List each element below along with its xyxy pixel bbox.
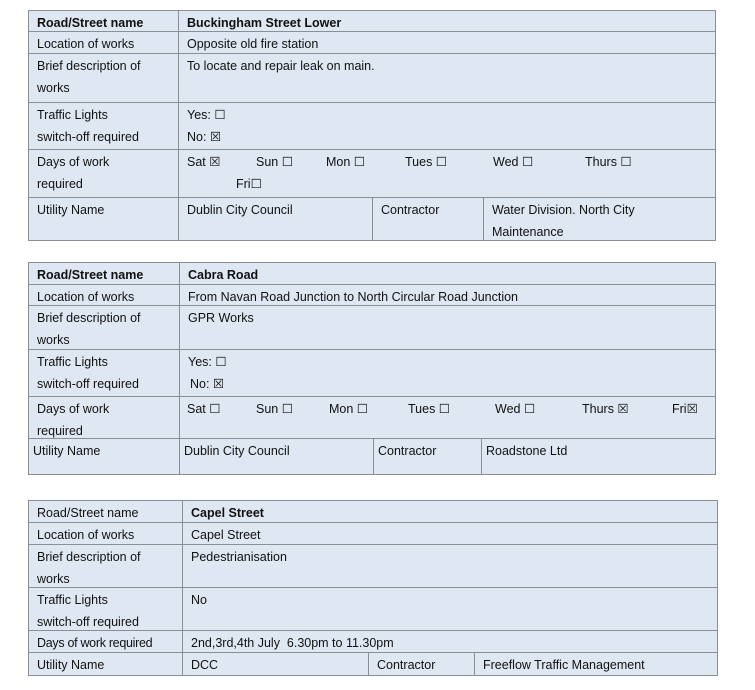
day-tues-checkbox[interactable]: Tues ☐	[408, 402, 451, 416]
value-contractor: Water Division. North City Maintenance	[492, 203, 635, 239]
label-road: Road/Street name	[29, 11, 179, 32]
label-description: Brief description of works	[29, 545, 183, 588]
value-location: From Navan Road Junction to North Circular Road Junction	[180, 285, 715, 306]
label-contractor: Contractor	[374, 439, 482, 474]
label-days: Days of work required	[29, 150, 179, 198]
traffic-no-checkbox[interactable]: No: ☒	[187, 129, 222, 144]
day-thurs-checkbox[interactable]: Thurs ☒	[582, 402, 629, 416]
label-utility: Utility Name	[29, 439, 180, 474]
value-description: To locate and repair leak on main.	[179, 54, 715, 103]
value-traffic-lights: No	[183, 588, 717, 631]
value-traffic-lights	[179, 103, 715, 150]
day-fri-checkbox[interactable]: Fri☒	[672, 402, 698, 416]
day-sat-checkbox[interactable]: Sat ☐	[187, 402, 221, 416]
day-mon-checkbox[interactable]: Mon ☐	[329, 402, 368, 416]
day-wed-checkbox[interactable]: Wed ☐	[493, 155, 534, 169]
works-table-3	[28, 500, 718, 676]
works-table-1	[28, 10, 716, 241]
label-contractor: Contractor	[369, 653, 475, 675]
value-days	[179, 150, 715, 198]
day-sat-checkbox[interactable]: Sat ☒	[187, 155, 221, 169]
value-contractor: Freeflow Traffic Management	[483, 658, 645, 672]
label-description: Brief description of works	[29, 54, 179, 103]
value-location: Opposite old fire station	[179, 32, 715, 54]
value-description: GPR Works	[180, 306, 715, 350]
value-road: Buckingham Street Lower	[179, 11, 715, 32]
day-tues-checkbox[interactable]: Tues ☐	[405, 155, 448, 169]
value-utility: DCC	[183, 653, 369, 675]
traffic-no-checkbox[interactable]: No: ☒	[190, 376, 225, 391]
day-sun-checkbox[interactable]: Sun ☐	[256, 155, 293, 169]
value-utility: Dublin City Council	[179, 198, 373, 240]
label-location: Location of works	[29, 32, 179, 54]
works-table-2	[28, 262, 716, 475]
value-days: 2nd,3rd,4th July 6.30pm to 11.30pm	[183, 631, 717, 653]
label-location: Location of works	[29, 523, 183, 545]
traffic-yes-checkbox[interactable]: Yes: ☐	[188, 355, 227, 369]
label-traffic-lights: Traffic Lights switch-off required	[29, 588, 183, 631]
value-contractor: Roadstone Ltd	[486, 444, 568, 458]
value-location: Capel Street	[183, 523, 717, 545]
day-thurs-checkbox[interactable]: Thurs ☐	[585, 155, 632, 169]
value-utility: Dublin City Council	[180, 439, 374, 474]
label-road: Road/Street name	[29, 501, 183, 523]
label-utility: Utility Name	[29, 653, 183, 675]
day-sun-checkbox[interactable]: Sun ☐	[256, 402, 293, 416]
label-days: Days of work required	[29, 631, 183, 653]
label-description: Brief description of works	[29, 306, 180, 350]
label-traffic-lights: Traffic Lights switch-off required	[29, 103, 179, 150]
day-fri-checkbox[interactable]: Fri☐	[236, 177, 262, 191]
value-traffic-lights	[180, 350, 715, 397]
traffic-yes-checkbox[interactable]: Yes: ☐	[187, 108, 226, 122]
day-wed-checkbox[interactable]: Wed ☐	[495, 402, 536, 416]
value-road: Cabra Road	[180, 263, 715, 285]
value-description: Pedestrianisation	[183, 545, 717, 588]
label-location: Location of works	[29, 285, 180, 306]
label-traffic-lights: Traffic Lights switch-off required	[29, 350, 180, 397]
day-mon-checkbox[interactable]: Mon ☐	[326, 155, 365, 169]
label-utility: Utility Name	[29, 198, 179, 240]
label-days: Days of work required	[29, 397, 180, 439]
value-days	[180, 397, 715, 439]
label-road: Road/Street name	[29, 263, 180, 285]
label-contractor: Contractor	[373, 198, 484, 240]
value-road: Capel Street	[183, 501, 717, 523]
